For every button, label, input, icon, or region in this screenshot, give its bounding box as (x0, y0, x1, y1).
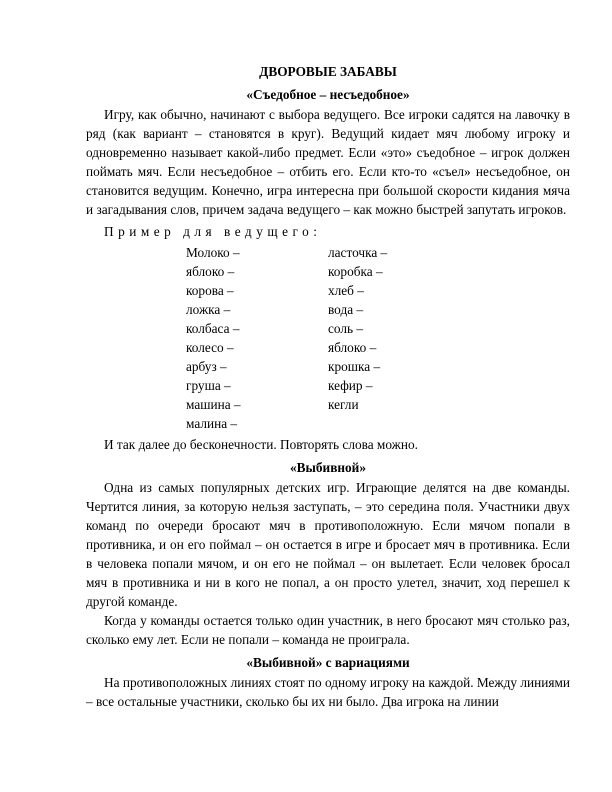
word-item: корова – (186, 283, 234, 298)
word-item: ложка – (186, 302, 231, 317)
word-item: машина – (186, 397, 241, 412)
word-item: соль – (328, 321, 364, 336)
closing-line: И так далее до бесконечности. Повторять слова можно. (104, 437, 418, 452)
word-item: крошка – (328, 359, 381, 374)
word-item: кефир – (328, 378, 373, 393)
dodgeball-paragraph-2: Когда у команды остается только один участник, в него бросают мяч столько раз, сколько ему лет. Если не попали – команда не проиграла. (86, 613, 570, 647)
game-title-edible: «Съедобное – несъедобное» (246, 87, 410, 102)
document-page (86, 56, 570, 711)
word-item: арбуз – (186, 359, 227, 374)
word-item: малина – (186, 416, 238, 431)
word-list (186, 243, 570, 433)
word-item: вода – (328, 302, 364, 317)
word-column-left (186, 243, 328, 433)
example-heading: Пример для ведущего: (104, 224, 322, 239)
word-item: кегли (328, 397, 359, 412)
game-intro-paragraph: Игру, как обычно, начинают с выбора ведущего. Все игроки садятся на лавочку в ряд (как вариант – становятся в круг). Ведущий кидает мяч любому игроку и одновременно называет какой-либо предмет. Если «это» съедобное – игрок должен поймать мяч. Если несъедобное – отбить его. Если кто-то «съел» несъедобное, он становится ведущим. Конечно, игра интересна при большой скорости кидания мяча и загадывания слов, причем задача ведущего – как можно быстрей запутать игроков. (86, 107, 570, 217)
word-item: колесо – (186, 340, 234, 355)
word-item: Молоко – (186, 245, 240, 260)
game-title-dodgeball-variations: «Выбивной» с вариациями (246, 655, 410, 670)
game-title-dodgeball: «Выбивной» (289, 460, 366, 475)
document-heading: ДВОРОВЫЕ ЗАБАВЫ (259, 64, 397, 79)
variations-paragraph: На противоположных линиях стоят по одному игроку на каждой. Между линиями – все остальные участники, сколько бы их ни было. Два игрока на линии (86, 675, 570, 709)
dodgeball-paragraph-1: Одна из самых популярных детских игр. Играющие делятся на две команды. Чертится линия, за которую нельзя заступать, – это середина поля. Участники двух команд по очереди бросают мяч в противоположную. Если мячом попали в противника, и он его поймал – он остается в игре и бросает мяч в противника. Если в человека попали мячом, и он его не поймал – он вылетает. Если человек бросал мяч в противника и ни в кого не попал, а он просто улетел, значит, ход перешел к другой команде. (86, 480, 570, 609)
word-item: коробка – (328, 264, 383, 279)
word-item: колбаса – (186, 321, 240, 336)
word-item: яблоко – (186, 264, 235, 279)
word-item: яблоко – (328, 340, 377, 355)
word-item: ласточка – (328, 245, 388, 260)
word-item: груша – (186, 378, 231, 393)
word-item: хлеб – (328, 283, 364, 298)
word-column-right (328, 243, 470, 433)
